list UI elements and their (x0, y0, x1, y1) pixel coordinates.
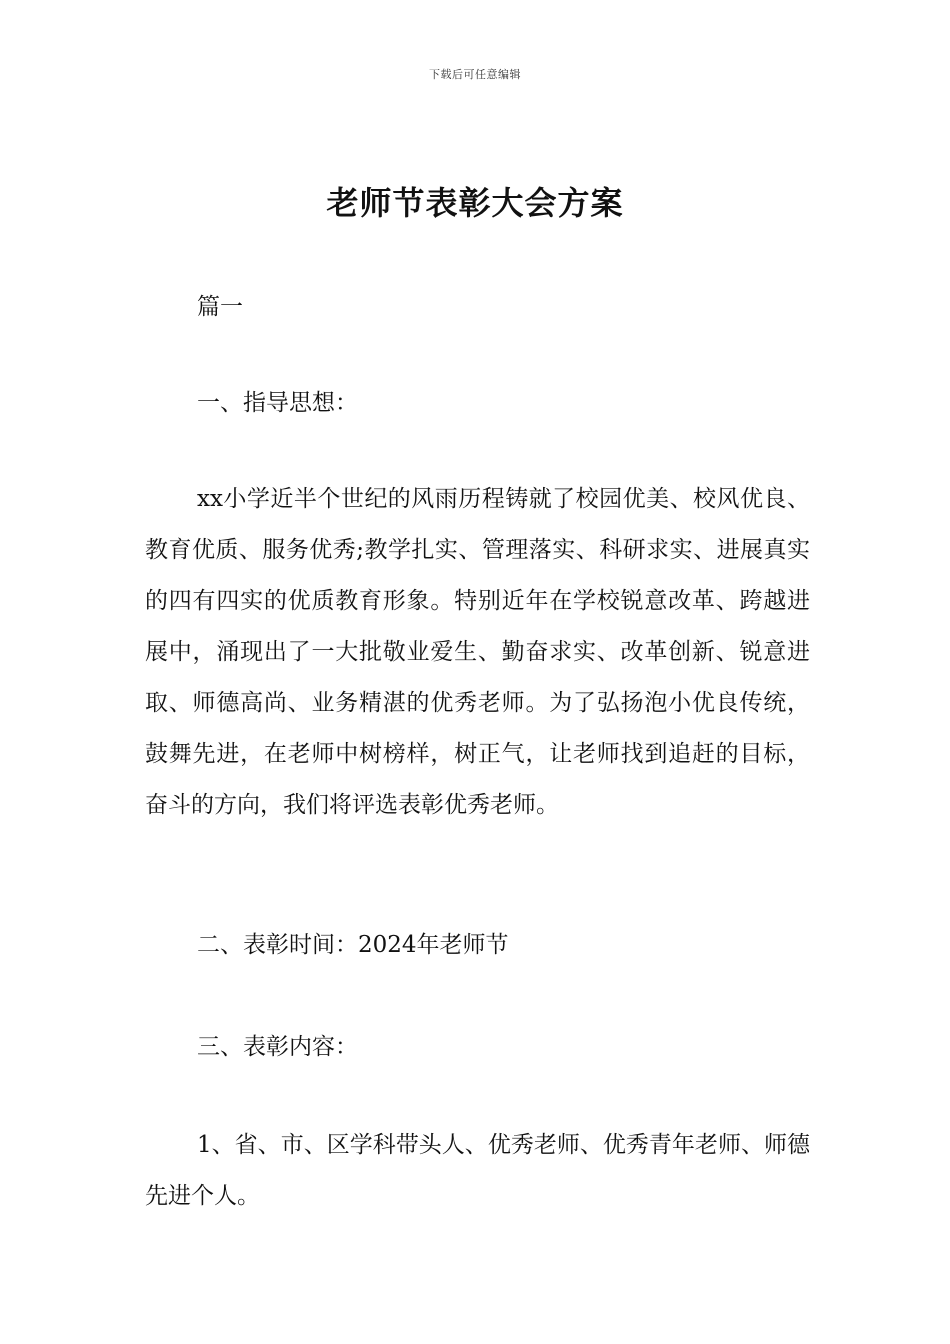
body-paragraph: xx小学近半个世纪的风雨历程铸就了校园优美、校风优良、教育优质、服务优秀;教学扎实、管理落实、科研求实、进展真实的四有四实的优质教育形象。特别近年在学校锐意改革、跨越进展中，涌现出了一大批敬业爱生、勤奋求实、改革创新、锐意进取、师德高尚、业务精湛的优秀老师。为了弘扬泡小优良传统，鼓舞先进，在老师中树榜样，树正气，让老师找到追赶的目标，奋斗的方向，我们将评选表彰优秀老师。 (145, 486, 810, 818)
heading-award-time: 二、表彰时间：2024年老师节 (197, 932, 509, 958)
section-label: 篇一 (197, 294, 243, 320)
heading-award-content: 三、表彰内容： (197, 1034, 358, 1060)
heading-guiding-thought: 一、指导思想： (197, 390, 358, 416)
document-title: 老师节表彰大会方案 (326, 184, 624, 222)
list-item: 1、省、市、区学科带头人、优秀老师、优秀青年老师、师德先进个人。 (145, 1132, 810, 1209)
header-note: 下载后可任意编辑 (429, 68, 521, 81)
